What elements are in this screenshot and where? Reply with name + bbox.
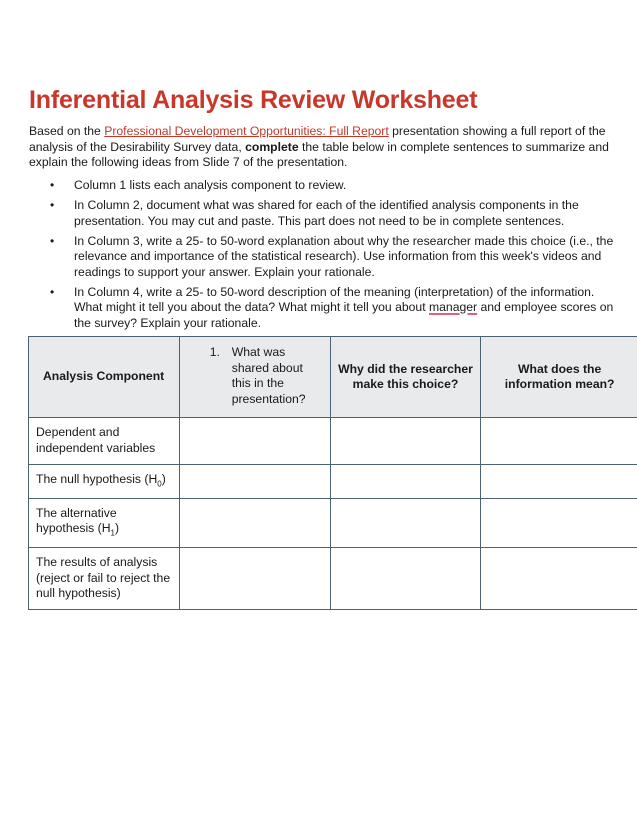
header-what-it-means: What does the information mean?	[481, 337, 637, 418]
instruction-item	[29, 198, 619, 229]
shared-cell[interactable]	[179, 418, 330, 465]
instruction-text-after: and employee scores on the survey? Explain your rationale.	[74, 300, 614, 330]
meaning-cell[interactable]	[481, 548, 637, 610]
component-text: The null hypothesis (H	[36, 472, 158, 486]
component-cell: Dependent and independent variables	[29, 418, 180, 465]
intro-prefix: Based on the	[29, 124, 105, 138]
instruction-text: In Column 2, document what was shared for each of the identified analysis components in the presentation. You may cut and paste. This part does not need to be in complete sentences.	[74, 198, 579, 228]
intro-suffix: the table below in complete sentences to summarize and explain the following ideas from Slide 7 of the presentation.	[29, 139, 609, 169]
shared-cell[interactable]	[179, 498, 330, 547]
instruction-text-before: In Column 4, write a 25- to 50-word description of the meaning (interpretation) of the information. What might it tell you about the data? What might it tell you about	[74, 284, 595, 314]
meaning-cell[interactable]	[481, 465, 637, 499]
table-row	[29, 548, 637, 610]
component-close: )	[114, 521, 120, 536]
intro-paragraph	[29, 124, 619, 171]
header-analysis-component: Analysis Component	[29, 337, 180, 418]
component-cell	[29, 498, 180, 547]
spellcheck-flagged-word[interactable]: manager	[429, 300, 478, 314]
instruction-item	[29, 234, 619, 281]
instruction-text	[74, 285, 613, 330]
table-row	[29, 418, 637, 465]
instruction-item	[29, 178, 619, 194]
header-what-was-shared	[179, 337, 330, 418]
component-text: The alternative hypothesis (H	[36, 505, 117, 536]
instruction-text: In Column 3, write a 25- to 50-word explanation about why the researcher made this choice (i.e., the relevance and importance of the statistical research). Use information from this week's videos and readings to support your answer. Explain your rationale.	[74, 233, 614, 279]
component-close: )	[161, 472, 166, 486]
why-cell[interactable]	[330, 465, 481, 499]
why-cell[interactable]	[330, 498, 481, 547]
header-number: 1.	[209, 345, 220, 359]
table-header-row	[29, 337, 637, 418]
intro-bold-word: complete	[245, 139, 299, 154]
meaning-cell[interactable]	[481, 498, 637, 547]
instruction-text: Column 1 lists each analysis component to review.	[74, 178, 347, 192]
table-row	[29, 498, 637, 547]
meaning-cell[interactable]	[481, 418, 637, 465]
bullet-icon: •	[50, 284, 55, 299]
header-what-was-shared-text: What was shared about this in the presentation?	[231, 345, 306, 406]
bullet-icon: •	[50, 233, 55, 248]
component-cell	[29, 465, 180, 499]
why-cell[interactable]	[330, 418, 481, 465]
header-why-choice: Why did the researcher make this choice?	[330, 337, 481, 418]
intro-middle: presentation showing a full report of the analysis of the Desirability Survey data,	[29, 124, 606, 154]
instruction-list	[29, 178, 619, 336]
page-title: Inferential Analysis Review Worksheet	[29, 86, 478, 114]
instruction-item	[29, 285, 619, 332]
review-table	[28, 336, 637, 610]
table-row	[29, 465, 637, 499]
report-link[interactable]: Professional Development Opportunities: Full Report	[104, 124, 389, 138]
subscript: 0	[157, 479, 162, 489]
shared-cell[interactable]	[179, 465, 330, 499]
component-cell: The results of analysis (reject or fail to reject the null hypothesis)	[29, 548, 180, 610]
shared-cell[interactable]	[179, 548, 330, 610]
bullet-icon: •	[50, 178, 55, 192]
why-cell[interactable]	[330, 548, 481, 610]
subscript: 1	[110, 528, 115, 538]
bullet-icon: •	[50, 198, 55, 212]
